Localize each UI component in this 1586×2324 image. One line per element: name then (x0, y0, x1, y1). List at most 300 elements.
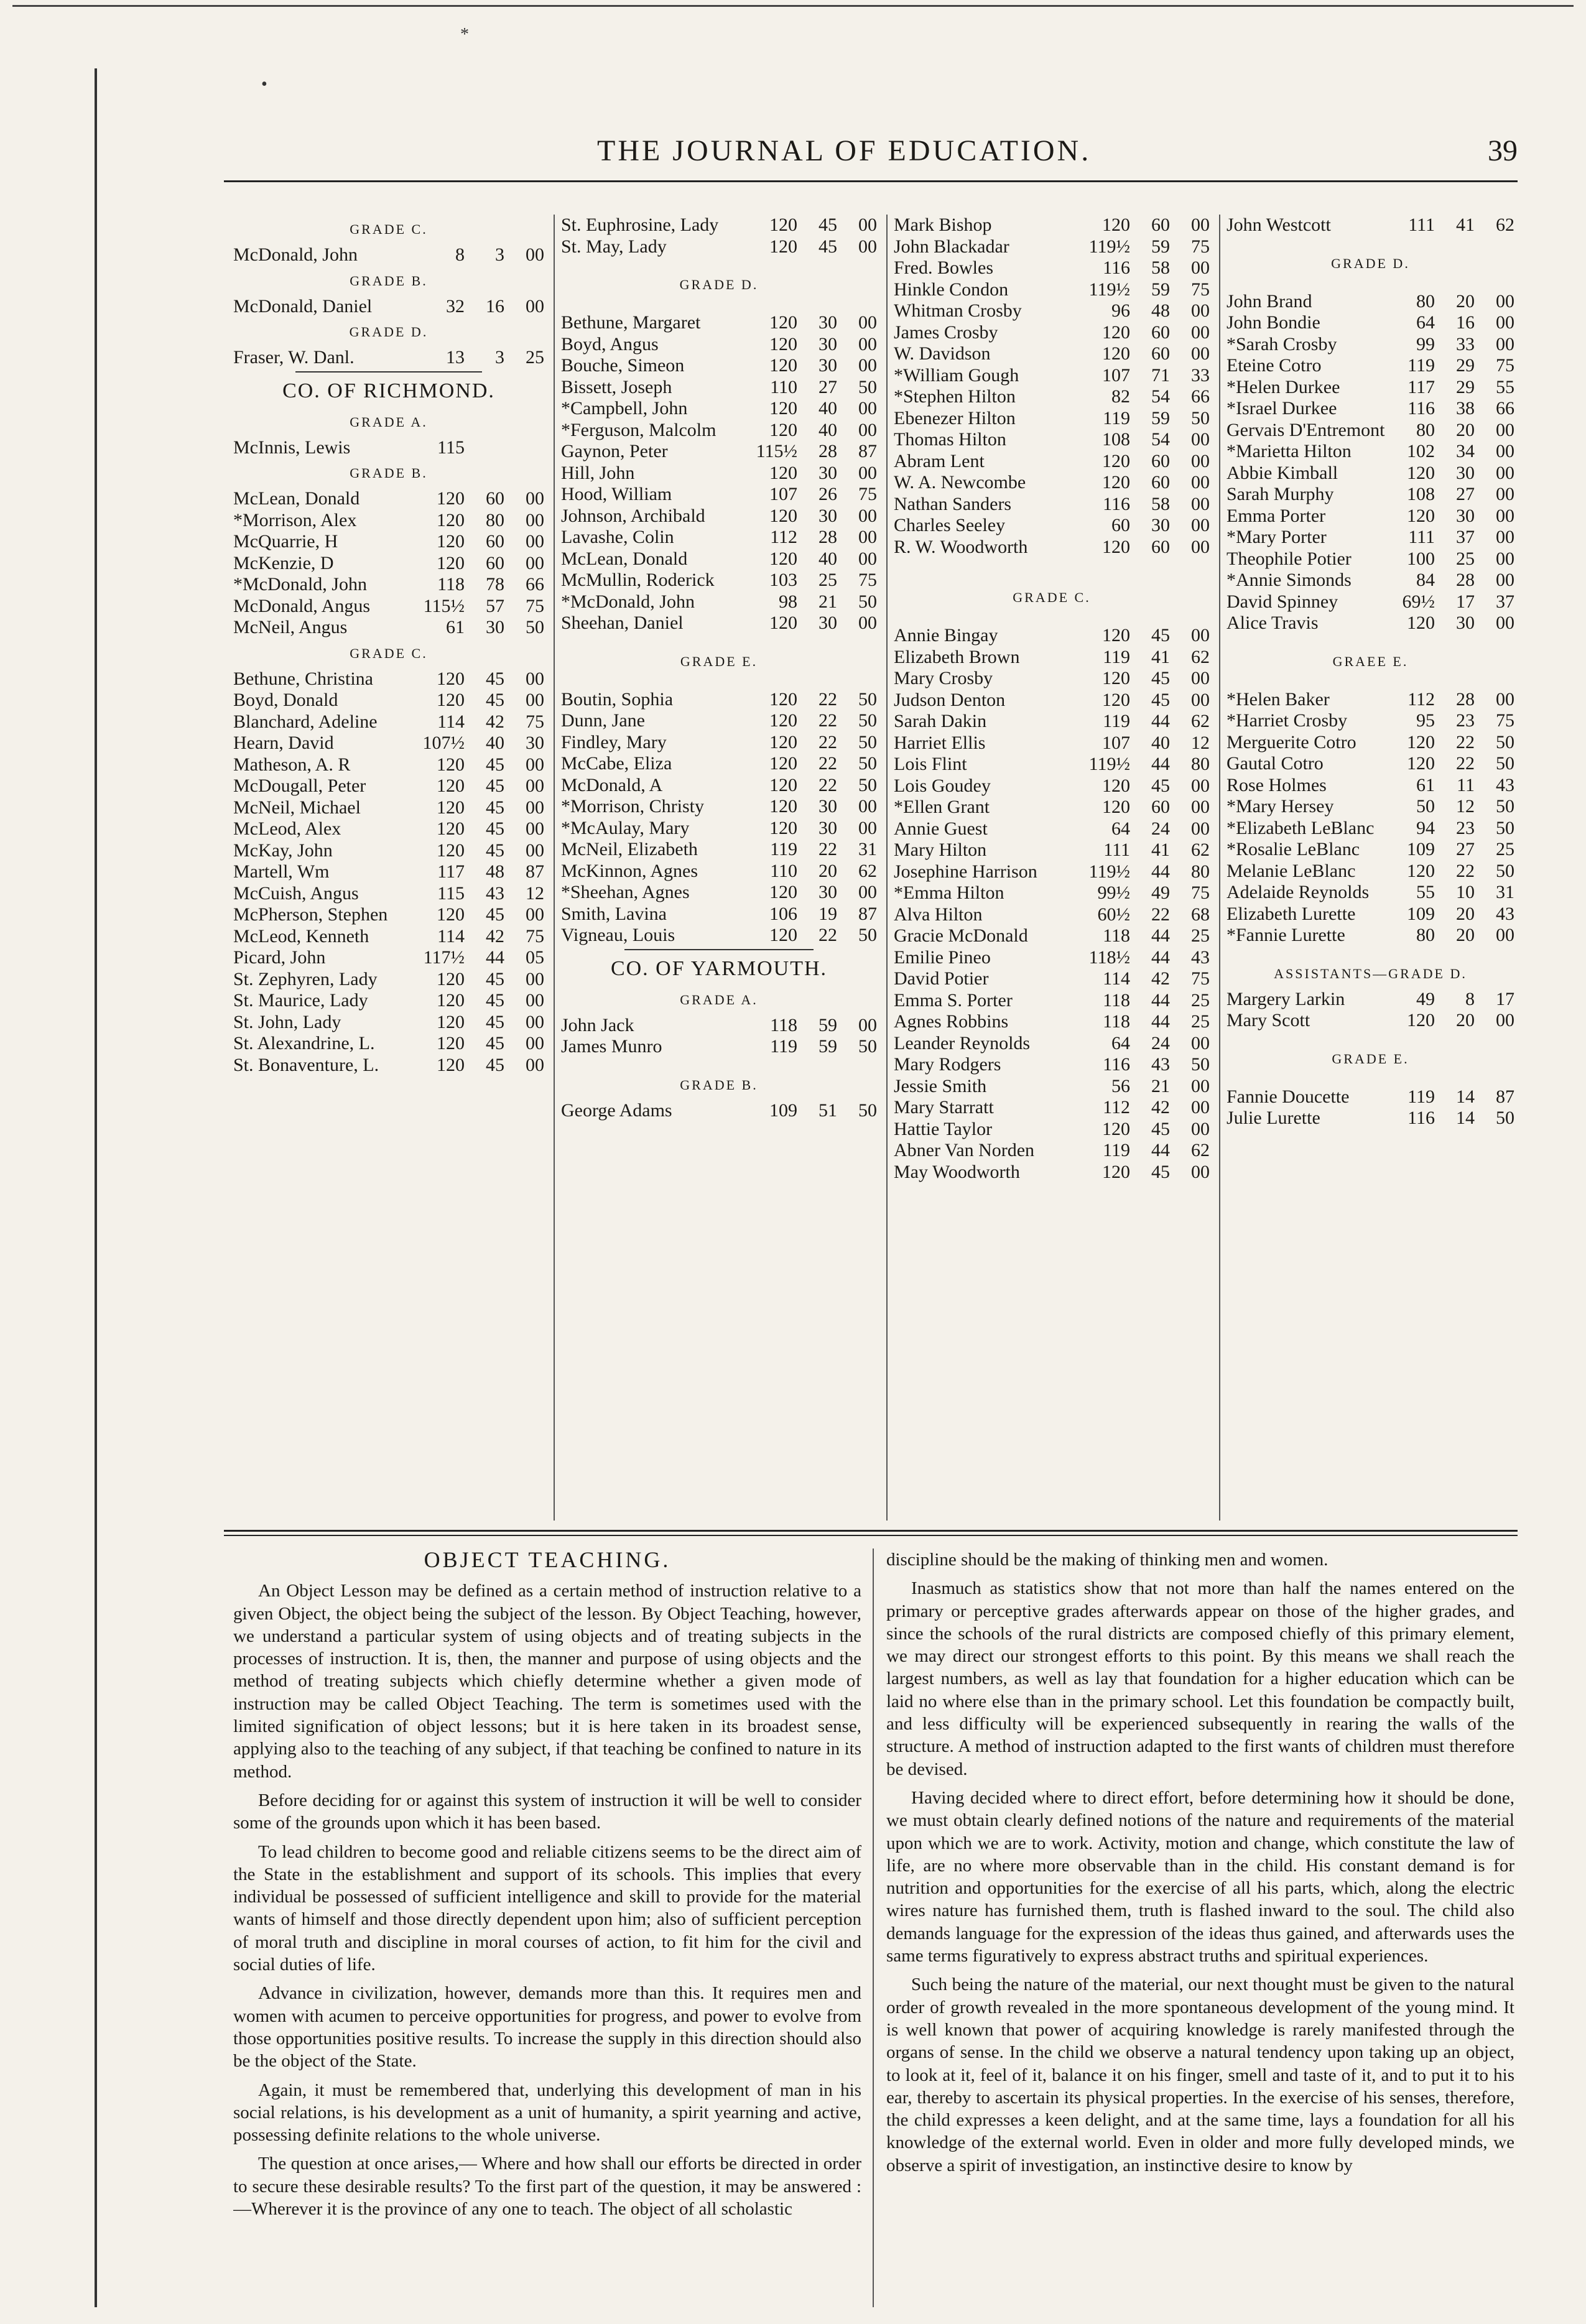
grant-dollars: 44 (1151, 861, 1170, 882)
teacher-name: Mary Rodgers (894, 1054, 1001, 1075)
days-taught: 120 (769, 236, 797, 257)
days-taught: 106 (769, 903, 797, 924)
grant-dollars: 45 (486, 1011, 504, 1032)
teacher-name: James Crosby (894, 322, 998, 343)
teacher-name: Agnes Robbins (894, 1011, 1009, 1032)
grant-dollars: 60 (486, 488, 504, 509)
table-row (233, 904, 544, 926)
grant-cents: 75 (1496, 710, 1514, 731)
grant-dollars (465, 437, 504, 459)
grant-dollars: 30 (819, 462, 837, 483)
days-taught: 120 (437, 531, 465, 552)
grant-dollars: 40 (486, 733, 504, 753)
grant-dollars: 29 (1456, 376, 1475, 397)
teacher-name: Bethune, Margaret (561, 312, 701, 333)
days-taught: 120 (1102, 1161, 1130, 1182)
days-taught: 64 (1416, 312, 1435, 333)
grant-dollars: 44 (1151, 989, 1170, 1011)
grant-cents: 00 (1191, 493, 1210, 514)
days-taught: 120 (437, 1054, 465, 1075)
grant-cents: 00 (858, 333, 877, 354)
grant-cents: 00 (858, 236, 877, 257)
grant-cents: 00 (1191, 257, 1210, 278)
table-row (1227, 689, 1514, 711)
grant-dollars: 40 (819, 398, 837, 419)
table-row (561, 570, 877, 591)
days-taught: 119 (770, 1036, 797, 1057)
teacher-name: R. W. Woodworth (894, 536, 1028, 557)
grant-cents: 00 (1191, 818, 1210, 839)
spacer (561, 300, 877, 312)
table-row (233, 754, 544, 776)
grant-cents: 00 (526, 775, 544, 796)
grant-cents: 75 (526, 925, 544, 947)
grant-dollars: 51 (819, 1100, 837, 1121)
grant-cents: 00 (526, 754, 544, 775)
teacher-name: Ebenezer Hilton (894, 407, 1016, 428)
days-taught: 120 (769, 215, 797, 235)
table-row (561, 420, 877, 442)
days-taught: 111 (1103, 840, 1130, 860)
days-taught: 119 (1103, 711, 1130, 731)
grant-dollars: 23 (1456, 817, 1475, 838)
grant-dollars: 30 (819, 796, 837, 817)
days-taught: 117 (437, 861, 465, 882)
days-taught: 120 (769, 419, 797, 440)
days-taught: 120 (769, 817, 797, 838)
grant-cents: 43 (1496, 903, 1514, 924)
teacher-name: *Stephen Hilton (894, 386, 1016, 407)
days-taught: 109 (1407, 903, 1435, 924)
grant-dollars: 49 (1151, 882, 1170, 903)
table-row (561, 591, 877, 613)
table-row (894, 947, 1210, 969)
grant-cents: 50 (1496, 1108, 1514, 1128)
table-row (1227, 861, 1514, 882)
grant-cents: 50 (1496, 860, 1514, 881)
teacher-name: St. Bonaventure, L. (233, 1054, 379, 1075)
grant-cents: 33 (1191, 364, 1210, 386)
teacher-name: May Woodworth (894, 1161, 1020, 1182)
table-row (894, 365, 1210, 387)
days-taught: 102 (1407, 441, 1435, 461)
teacher-name: St. Alexandrine, L. (233, 1033, 375, 1053)
section-rule (224, 1535, 1518, 1536)
days-taught: 80 (1416, 925, 1435, 945)
grant-dollars: 30 (1456, 505, 1475, 526)
teacher-name: Elizabeth Lurette (1227, 903, 1356, 924)
grant-dollars: 44 (1151, 1011, 1170, 1032)
days-taught: 111 (1408, 215, 1435, 235)
grant-cents: 00 (1191, 689, 1210, 710)
grant-dollars: 22 (1151, 904, 1170, 925)
days-taught: 120 (437, 1033, 465, 1053)
table-row (561, 753, 877, 775)
grant-dollars: 44 (1151, 1140, 1170, 1160)
days-taught: 120 (437, 818, 465, 839)
teacher-name: Emma Porter (1227, 505, 1326, 526)
grant-dollars: 22 (1456, 753, 1475, 774)
table-row (894, 1162, 1210, 1183)
teacher-name: McInnis, Lewis (233, 437, 351, 458)
teacher-name: Mary Starratt (894, 1097, 994, 1118)
grant-cents: 00 (1191, 775, 1210, 796)
table-row (561, 334, 877, 356)
days-taught: 115½ (423, 595, 465, 616)
table-row (561, 441, 877, 463)
teacher-name: *Helen Durkee (1227, 376, 1340, 397)
table-row (233, 1033, 544, 1055)
teacher-name: Gaynon, Peter (561, 441, 668, 461)
grant-cents: 17 (1496, 988, 1514, 1009)
spacer (561, 1058, 877, 1070)
days-taught: 99 (1416, 333, 1435, 354)
teacher-name: Hood, William (561, 484, 672, 504)
days-taught: 60½ (1097, 904, 1130, 925)
days-taught: 118 (1103, 1011, 1130, 1032)
table-row (561, 1015, 877, 1037)
teacher-name: Judson Denton (894, 689, 1006, 710)
grant-cents: 00 (1191, 472, 1210, 493)
teacher-name: McPherson, Stephen (233, 904, 388, 925)
grant-cents: 75 (1191, 236, 1210, 257)
article-object-teaching (233, 1549, 1514, 2307)
grant-cents: 75 (526, 711, 544, 732)
table-row (894, 690, 1210, 711)
days-taught: 120 (437, 797, 465, 818)
grant-dollars: 60 (1151, 215, 1170, 235)
grant-cents: 00 (526, 509, 544, 530)
table-row (894, 861, 1210, 883)
table-row (233, 797, 544, 819)
article-paragraph: Advance in civilization, however, demands more than this. It requires men and women with acumen to perceive opportunities for progress, and power to evolve from those opportunities positive results. To increase the supply in this direction should also be the object of the State. (233, 1983, 861, 2072)
table-row (894, 968, 1210, 990)
grant-dollars: 42 (1151, 1097, 1170, 1118)
grant-cents: 00 (1496, 312, 1514, 333)
grade-heading: GRADE D. (1331, 255, 1410, 271)
teacher-name: Alva Hilton (894, 904, 983, 925)
teacher-name: St. Euphrosine, Lady (561, 215, 719, 235)
table-row (1227, 796, 1514, 818)
grant-cents: 50 (858, 925, 877, 945)
grant-cents: 50 (1496, 753, 1514, 774)
table-row (233, 669, 544, 690)
days-taught: 56 (1111, 1075, 1130, 1096)
journal-title: THE JOURNAL OF EDUCATION. (597, 134, 1092, 167)
teacher-name: Abbie Kimball (1227, 462, 1338, 483)
grant-dollars: 45 (486, 818, 504, 839)
grant-statistics (233, 215, 1514, 1521)
days-taught: 120 (769, 462, 797, 483)
spacer (894, 570, 1210, 583)
grant-cents: 00 (1191, 450, 1210, 471)
grant-cents: 00 (1496, 925, 1514, 945)
teacher-name: *Morrison, Alex (233, 509, 357, 530)
table-row (894, 1140, 1210, 1162)
teacher-name: McLean, Donald (233, 488, 360, 509)
grant-dollars: 45 (819, 215, 837, 235)
grant-cents: 25 (1191, 1011, 1210, 1032)
teacher-name: *McDonald, John (233, 574, 367, 595)
grant-dollars: 23 (1456, 710, 1475, 731)
column-divider (873, 1549, 874, 2307)
spacer (1227, 1032, 1514, 1044)
table-row (1227, 377, 1514, 399)
days-taught: 8 (455, 244, 465, 265)
article-paragraph: Before deciding for or against this system of instruction it will be well to consider some of the grounds upon which it has been based. (233, 1790, 861, 1833)
grant-dollars: 78 (486, 574, 504, 595)
grant-cents: 50 (1496, 817, 1514, 838)
teacher-name: McCabe, Eliza (561, 753, 672, 774)
grant-dollars: 45 (486, 754, 504, 775)
table-row (894, 236, 1210, 258)
grant-cents: 00 (526, 904, 544, 925)
grant-cents: 00 (1496, 1010, 1514, 1030)
table-row (1227, 398, 1514, 420)
teacher-name: Johnson, Archibald (561, 505, 705, 526)
grant-cents: 00 (858, 527, 877, 547)
teacher-name: Mary Hilton (894, 840, 987, 860)
table-row (561, 732, 877, 754)
table-row (1227, 818, 1514, 840)
grant-cents: 00 (858, 882, 877, 902)
table-row (1227, 420, 1514, 442)
days-taught: 120 (769, 882, 797, 902)
table-row (561, 1036, 877, 1058)
grant-dollars: 60 (486, 531, 504, 552)
grant-cents: 00 (858, 398, 877, 419)
grant-dollars: 22 (819, 774, 837, 795)
grant-cents: 80 (1191, 861, 1210, 882)
grant-cents: 66 (526, 574, 544, 595)
table-row (894, 215, 1210, 236)
section-rule (224, 1530, 1518, 1532)
table-row (1227, 882, 1514, 904)
grant-dollars: 22 (819, 731, 837, 752)
teacher-name: Picard, John (233, 947, 326, 968)
days-taught: 115½ (756, 441, 797, 461)
table-row (233, 296, 544, 318)
days-taught: 116 (1407, 1108, 1435, 1128)
table-row (561, 882, 877, 904)
grant-cents: 50 (526, 617, 544, 637)
grant-cents: 00 (1496, 484, 1514, 504)
teacher-name: W. Davidson (894, 343, 991, 364)
teacher-name: *Sheehan, Agnes (561, 882, 690, 902)
grant-cents: 50 (1496, 796, 1514, 817)
grant-dollars: 59 (1151, 407, 1170, 428)
grant-cents: 00 (526, 840, 544, 861)
grant-cents: 87 (858, 903, 877, 924)
grant-dollars: 54 (1151, 386, 1170, 407)
grant-dollars: 16 (1456, 312, 1475, 333)
spacer (561, 634, 877, 647)
teacher-name: *Fannie Lurette (1227, 925, 1345, 945)
grant-dollars: 45 (486, 968, 504, 989)
grant-dollars: 20 (1456, 1010, 1475, 1030)
days-taught: 120 (437, 904, 465, 925)
grant-dollars: 22 (819, 753, 837, 774)
grant-cents: 00 (858, 419, 877, 440)
teacher-name: Mary Scott (1227, 1010, 1310, 1030)
grant-cents: 50 (858, 731, 877, 752)
grant-cents: 66 (1191, 386, 1210, 407)
grant-dollars: 30 (1151, 515, 1170, 535)
grant-dollars: 45 (486, 904, 504, 925)
grant-dollars: 54 (1151, 429, 1170, 450)
teacher-name: James Munro (561, 1036, 662, 1057)
days-taught: 120 (437, 840, 465, 861)
grant-cents: 00 (1496, 462, 1514, 483)
masthead (224, 134, 1518, 177)
teacher-name: Fred. Bowles (894, 257, 993, 278)
table-row (233, 883, 544, 905)
grant-cents: 00 (1191, 797, 1210, 817)
teacher-name: *Harriet Crosby (1227, 710, 1348, 731)
teacher-name: Sheehan, Daniel (561, 613, 684, 633)
teacher-name: Mark Bishop (894, 215, 992, 235)
ink-mark: • (261, 75, 267, 94)
grant-cents: 31 (1496, 882, 1514, 902)
grant-dollars: 60 (1151, 797, 1170, 817)
article-column-left (233, 1549, 861, 2307)
grant-dollars: 30 (819, 882, 837, 902)
table-row (894, 279, 1210, 301)
grant-cents: 50 (858, 774, 877, 795)
teacher-name: Theophile Potier (1227, 548, 1352, 569)
table-row (233, 347, 544, 369)
grant-cents: 62 (1191, 1140, 1210, 1160)
days-taught: 110 (770, 376, 797, 397)
article-paragraph: Again, it must be remembered that, underlying this development of man in his social relations, is his development as a unit of humanity, a spirit yearning and active, possessing definite relations to the whole universe. (233, 2080, 861, 2146)
grade-heading: GRADE E. (1332, 1050, 1409, 1067)
days-taught: 120 (437, 775, 465, 796)
days-taught: 115 (437, 882, 465, 904)
grant-dollars: 24 (1151, 818, 1170, 839)
grant-dollars: 59 (1151, 279, 1170, 300)
days-taught: 120 (1407, 731, 1435, 752)
days-taught: 120 (1407, 505, 1435, 526)
teacher-name: *Annie Simonds (1227, 570, 1352, 590)
grant-cents: 00 (858, 817, 877, 838)
table-row (233, 510, 544, 532)
table-row (561, 463, 877, 484)
table-row (561, 861, 877, 882)
teacher-name: Emma S. Porter (894, 989, 1013, 1011)
days-taught: 114 (437, 925, 465, 947)
teacher-name: *Emma Hilton (894, 882, 1004, 903)
days-taught: 120 (769, 548, 797, 569)
table-row (1227, 570, 1514, 591)
days-taught: 119 (1103, 407, 1130, 428)
table-row (561, 549, 877, 570)
grant-dollars: 30 (819, 613, 837, 633)
teacher-name: David Potier (894, 968, 989, 989)
days-taught: 120 (1407, 462, 1435, 483)
days-taught: 120 (1102, 215, 1130, 235)
days-taught: 95 (1416, 710, 1435, 731)
table-row (894, 818, 1210, 840)
days-taught: 119½ (1088, 279, 1130, 300)
teacher-name: Whitman Crosby (894, 300, 1022, 321)
days-taught: 64 (1111, 1032, 1130, 1053)
teacher-name: *Morrison, Christy (561, 796, 705, 817)
table-row (1227, 215, 1514, 236)
table-row (894, 300, 1210, 322)
days-taught: 64 (1111, 818, 1130, 839)
grant-cents: 30 (526, 733, 544, 753)
grant-dollars: 28 (1456, 570, 1475, 590)
section-separator (624, 949, 814, 950)
grant-cents: 00 (526, 668, 544, 689)
teacher-name: Elizabeth Brown (894, 646, 1020, 667)
teacher-name: George Adams (561, 1100, 672, 1121)
grant-dollars: 34 (1456, 441, 1475, 461)
grant-cents: 87 (526, 861, 544, 882)
teacher-name: McNeil, Michael (233, 797, 361, 818)
grant-dollars: 40 (819, 419, 837, 440)
days-taught: 84 (1416, 570, 1435, 590)
article-paragraph: Inasmuch as statistics show that not more than half the names entered on the primary or perceptive grades afterwards appear on those of the higher grades, and since the schools of the rural districts are composed chiefly of this primary element, we may direct our strongest efforts to this point. By this means we shall reach the largest numbers, as well as lay that foundation for a higher education which can be laid no where else than in the primary school. Let this foundation be compactly built, and less difficulty will be experienced subsequently in rearing the walls of the structure. A method of instruction adapted to the first wants of children must therefore be devised. (886, 1578, 1514, 1779)
days-taught: 119 (770, 839, 797, 859)
grade-heading: GRAEE E. (1332, 653, 1409, 669)
grant-cents: 50 (858, 753, 877, 774)
days-taught: 120 (769, 333, 797, 354)
grant-cents: 75 (1191, 968, 1210, 989)
grant-cents: 00 (858, 215, 877, 235)
days-taught: 119½ (1088, 754, 1130, 774)
grant-dollars: 12 (1456, 796, 1475, 817)
grant-dollars: 45 (486, 840, 504, 861)
grant-cents: 62 (1496, 215, 1514, 235)
teacher-name: *Marietta Hilton (1227, 441, 1352, 461)
teacher-name: Hearn, David (233, 733, 334, 753)
table-row (561, 312, 877, 334)
grant-cents: 00 (526, 552, 544, 573)
table-row (894, 257, 1210, 279)
days-taught: 119 (1407, 1086, 1435, 1107)
table-row (1227, 312, 1514, 334)
table-row (561, 398, 877, 420)
teacher-name: Charles Seeley (894, 515, 1006, 535)
grant-dollars: 30 (1456, 613, 1475, 633)
grant-cents: 80 (1191, 754, 1210, 774)
table-row (233, 690, 544, 711)
grant-cents: 00 (526, 1033, 544, 1053)
days-taught: 119 (1407, 355, 1435, 376)
spacer (561, 677, 877, 689)
teacher-name: Josephine Harrison (894, 861, 1037, 882)
table-row (561, 1100, 877, 1122)
grant-dollars: 21 (819, 591, 837, 612)
grant-cents: 00 (1191, 1097, 1210, 1118)
grant-cents: 00 (858, 1014, 877, 1035)
grant-cents: 00 (1191, 343, 1210, 364)
table-row (561, 796, 877, 818)
grant-dollars: 45 (1151, 668, 1170, 688)
grade-heading: GRADE C. (1013, 590, 1091, 605)
grant-dollars: 30 (819, 505, 837, 526)
table-row (1227, 591, 1514, 613)
grant-cents: 87 (1496, 1086, 1514, 1107)
teacher-name: *Sarah Crosby (1227, 333, 1337, 354)
table-row (894, 472, 1210, 494)
teacher-name: Lois Flint (894, 754, 967, 774)
grant-dollars: 14 (1456, 1108, 1475, 1128)
grant-dollars: 8 (1465, 988, 1475, 1009)
days-taught: 119 (1103, 646, 1130, 667)
grant-cents: 00 (858, 462, 877, 483)
